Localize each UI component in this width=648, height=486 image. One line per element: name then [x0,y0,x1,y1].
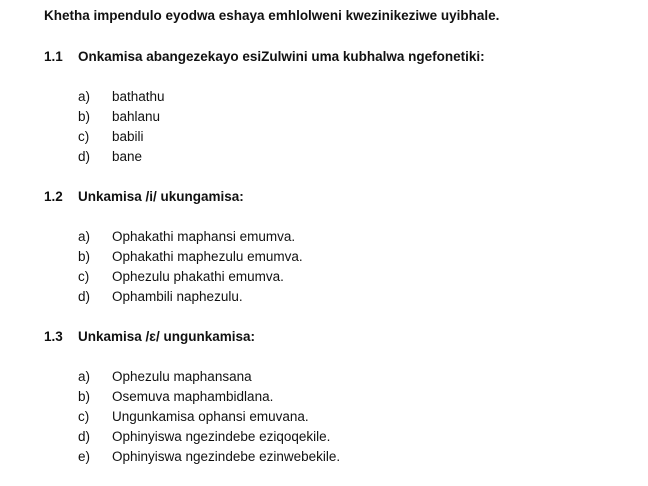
option-text: Ophambili naphezulu. [112,289,243,304]
option-letter: b) [78,389,91,404]
option-letter: a) [78,369,91,384]
option-text: Ungunkamisa ophansi emuvana. [112,409,309,424]
option-letter: a) [78,229,91,244]
option-text: bahlanu [112,109,161,124]
option-text: Ophakathi maphansi emumva. [112,229,296,244]
option-text: Ophinyiswa ngezindebe eziqoqekile. [112,429,331,444]
instruction: Khetha impendulo eyodwa eshaya emhlolweni kwezinikeziwe uyibhale. [44,8,500,23]
option-letter: c) [78,409,90,424]
question-text: Unkamisa /i/ ukungamisa: [78,189,244,204]
option-text: bane [112,149,143,164]
option-letter: a) [78,89,91,104]
question-number: 1.1 [44,49,63,64]
option-text: Ophezulu phakathi emumva. [112,269,284,284]
option-text: bathathu [112,89,165,104]
option-text: Ophezulu maphansana [112,369,252,384]
question-number: 1.3 [44,329,63,344]
option-text: Ophakathi maphezulu emumva. [112,249,303,264]
option-letter: d) [78,289,91,304]
option-letter: e) [78,449,91,464]
option-text: babili [112,129,144,144]
option-letter: d) [78,429,91,444]
option-letter: b) [78,249,91,264]
option-letter: c) [78,269,90,284]
question-text: Unkamisa /ɛ/ ungunkamisa: [78,329,256,344]
question-number: 1.2 [44,189,63,204]
option-letter: b) [78,109,91,124]
option-text: Osemuva maphambidlana. [112,389,274,404]
option-letter: d) [78,149,91,164]
question-text: Onkamisa abangezekayo esiZulwini uma kubhalwa ngefonetiki: [78,49,485,64]
option-text: Ophinyiswa ngezindebe ezinwebekile. [112,449,341,464]
option-letter: c) [78,129,90,144]
